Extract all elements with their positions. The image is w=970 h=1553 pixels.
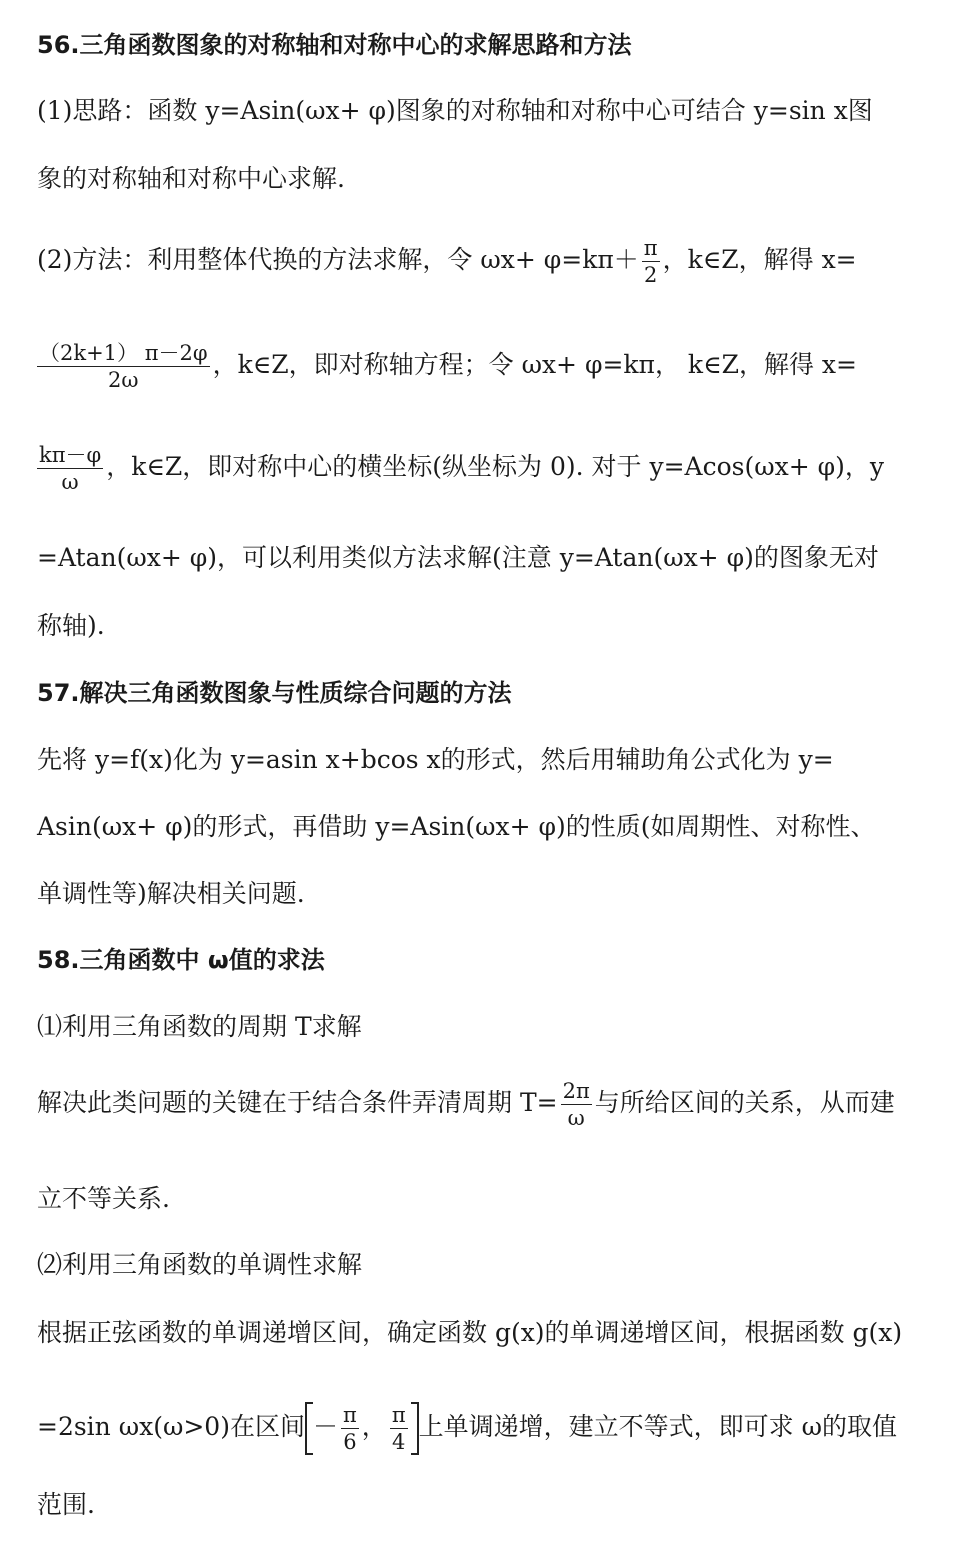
s56-line-3 (37, 235, 857, 288)
s56-line-2: 象的对称轴和对称中心求解. (37, 164, 345, 193)
s58-subheading-2: ⑵利用三角函数的单调性求解 (37, 1250, 363, 1279)
s57-line-3: 单调性等)解决相关问题. (37, 879, 305, 908)
s56-line-3-text-b: ，k∈Z，解得 x= (662, 245, 857, 274)
fraction-pi-over-6 (341, 1402, 359, 1455)
fraction-pi-over-4 (390, 1402, 408, 1455)
s56-line-5-text: ，k∈Z，即对称中心的横坐标(纵坐标为 0). 对于 y=Acos(ωx+ φ)，y (106, 452, 884, 481)
s58-line-3: 根据正弦函数的单调递增区间，确定函数 g(x)的单调递增区间，根据函数 g(x) (37, 1318, 903, 1347)
fraction-denominator: 4 (392, 1430, 406, 1454)
s56-line-4 (37, 340, 857, 393)
s58-line-2: 立不等关系. (37, 1184, 170, 1213)
s56-line-1: (1)思路：函数 y=Asin(ωx+ φ)图象的对称轴和对称中心可结合 y=sin x图 (37, 96, 873, 125)
fraction-numerator: kπ－φ (39, 443, 102, 467)
interval-comma: ， (361, 1412, 387, 1441)
s57-line-2: Asin(ωx+ φ)的形式，再借助 y=Asin(ωx+ φ)的性质(如周期性、对称性、 (37, 812, 876, 841)
fraction-denominator: 2 (644, 263, 658, 287)
s58-line-5: 范围. (37, 1490, 95, 1519)
s58-line-4-text-a: =2sin ωx(ω>0)在区间 (37, 1412, 305, 1441)
closed-interval (305, 1402, 419, 1455)
fraction-numerator: π (342, 1403, 357, 1427)
fraction-numerator: π (643, 236, 658, 260)
fraction-denominator: ω (567, 1106, 585, 1130)
fraction-denominator: 2ω (108, 368, 139, 392)
section-57-title: 57.解决三角函数图象与性质综合问题的方法 (37, 679, 512, 707)
fraction-numerator: （2k+1） π－2φ (39, 341, 208, 365)
fraction-axis-solution (37, 340, 210, 393)
fraction-denominator: ω (61, 470, 79, 494)
fraction-numerator: 2π (562, 1079, 590, 1103)
s56-line-6: =Atan(ωx+ φ)，可以利用类似方法求解(注意 y=Atan(ωx+ φ)的图象无对 (37, 543, 879, 572)
s56-line-7: 称轴). (37, 611, 105, 640)
fraction-period (561, 1078, 592, 1131)
section-56-title: 56.三角函数图象的对称轴和对称中心的求解思路和方法 (37, 31, 632, 59)
s58-line-1-text-a: 解决此类问题的关键在于结合条件弄清周期 T= (37, 1088, 558, 1117)
fraction-denominator: 6 (343, 1430, 357, 1454)
s58-line-1 (37, 1078, 895, 1131)
fraction-center-solution (37, 442, 103, 495)
s58-subheading-1: ⑴利用三角函数的周期 T求解 (37, 1012, 362, 1041)
s56-line-3-text-a: (2)方法：利用整体代换的方法求解，令 ωx+ φ=kπ＋ (37, 245, 639, 274)
s56-line-5 (37, 442, 884, 495)
interval-sign: － (312, 1412, 338, 1441)
s58-line-1-text-b: 与所给区间的关系，从而建 (594, 1088, 895, 1117)
fraction-numerator: π (391, 1403, 406, 1427)
section-58-title: 58.三角函数中 ω值的求法 (37, 946, 325, 974)
s57-line-1: 先将 y=f(x)化为 y=asin x+bcos x的形式，然后用辅助角公式化为 y= (37, 745, 834, 774)
s58-line-4-text-b: 上单调递增，建立不等式，即可求 ω的取值 (418, 1412, 897, 1441)
fraction-pi-over-2 (642, 235, 660, 288)
s58-line-4 (37, 1402, 897, 1455)
s56-line-4-text: ，k∈Z，即对称轴方程；令 ωx+ φ=kπ， k∈Z，解得 x= (212, 350, 857, 379)
